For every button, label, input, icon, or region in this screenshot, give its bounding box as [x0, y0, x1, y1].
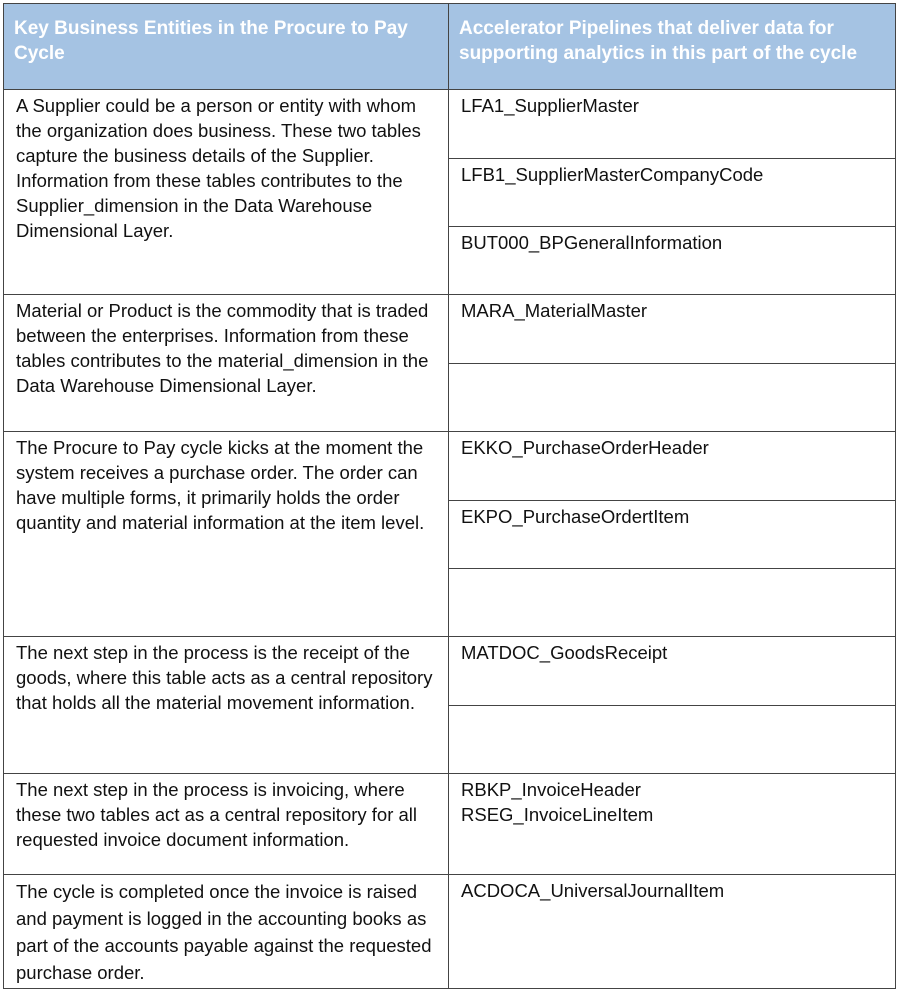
pipeline-name: MARA_MaterialMaster: [461, 300, 648, 321]
pipeline-name: RSEG_InvoiceLineItem: [461, 804, 654, 825]
pipeline-cell: [449, 637, 896, 774]
pipeline-list: [449, 774, 895, 874]
entity-description: The Procure to Pay cycle kicks at the moment the system receives a purchase order. The order can have multiple forms, it primarily holds the order quantity and material information at the item level.: [4, 432, 449, 637]
table-row: [4, 432, 896, 637]
entity-description: The next step in the process is the receipt of the goods, where this table acts as a central repository that holds all the material movement information.: [4, 637, 449, 774]
table-row: [4, 637, 896, 774]
pipeline-cell: [449, 875, 896, 989]
pipeline-cell: [449, 774, 896, 875]
pipeline-cell: [449, 90, 896, 295]
entity-description: The next step in the process is invoicing, where these two tables act as a central repository for all requested invoice document information.: [4, 774, 449, 875]
pipeline-name: EKPO_PurchaseOrdertItem: [449, 500, 895, 568]
pipeline-name: ACDOCA_UniversalJournalItem: [461, 880, 725, 901]
table-row: [4, 875, 896, 989]
pipeline-name: MATDOC_GoodsReceipt: [461, 642, 668, 663]
pipeline-name: BUT000_BPGeneralInformation: [449, 226, 895, 294]
entity-description: A Supplier could be a person or entity with whom the organization does business. These two tables capture the business details of the Supplier. Information from these tables contributes to the Supplier_dimension in the Data Warehouse Dimensional Layer.: [4, 90, 449, 295]
table-row: [4, 90, 896, 295]
pipeline-empty-slot: [449, 363, 895, 431]
procure-to-pay-table: [3, 3, 896, 989]
pipeline-name: LFB1_SupplierMasterCompanyCode: [449, 158, 895, 226]
entity-description: Material or Product is the commodity that is traded between the enterprises. Information from these tables contributes to the material_dimension in the Data Warehouse Dimensional Layer.: [4, 295, 449, 432]
header-pipelines: Accelerator Pipelines that deliver data for supporting analytics in this part of the cycle: [449, 4, 896, 90]
pipeline-name: LFA1_SupplierMaster: [461, 95, 639, 116]
pipeline-name: RBKP_InvoiceHeader: [461, 779, 641, 800]
table-row: [4, 295, 896, 432]
pipeline-name: EKKO_PurchaseOrderHeader: [461, 437, 709, 458]
header-row: [4, 4, 896, 90]
pipeline-empty-slot: [449, 568, 895, 636]
pipeline-cell: [449, 432, 896, 637]
header-entities: Key Business Entities in the Procure to Pay Cycle: [4, 4, 449, 90]
pipeline-cell: [449, 295, 896, 432]
entity-description: The cycle is completed once the invoice is raised and payment is logged in the accounting books as part of the accounts payable against the requested purchase order.: [4, 875, 449, 989]
pipeline-empty-slot: [449, 705, 895, 773]
table-row: [4, 774, 896, 875]
